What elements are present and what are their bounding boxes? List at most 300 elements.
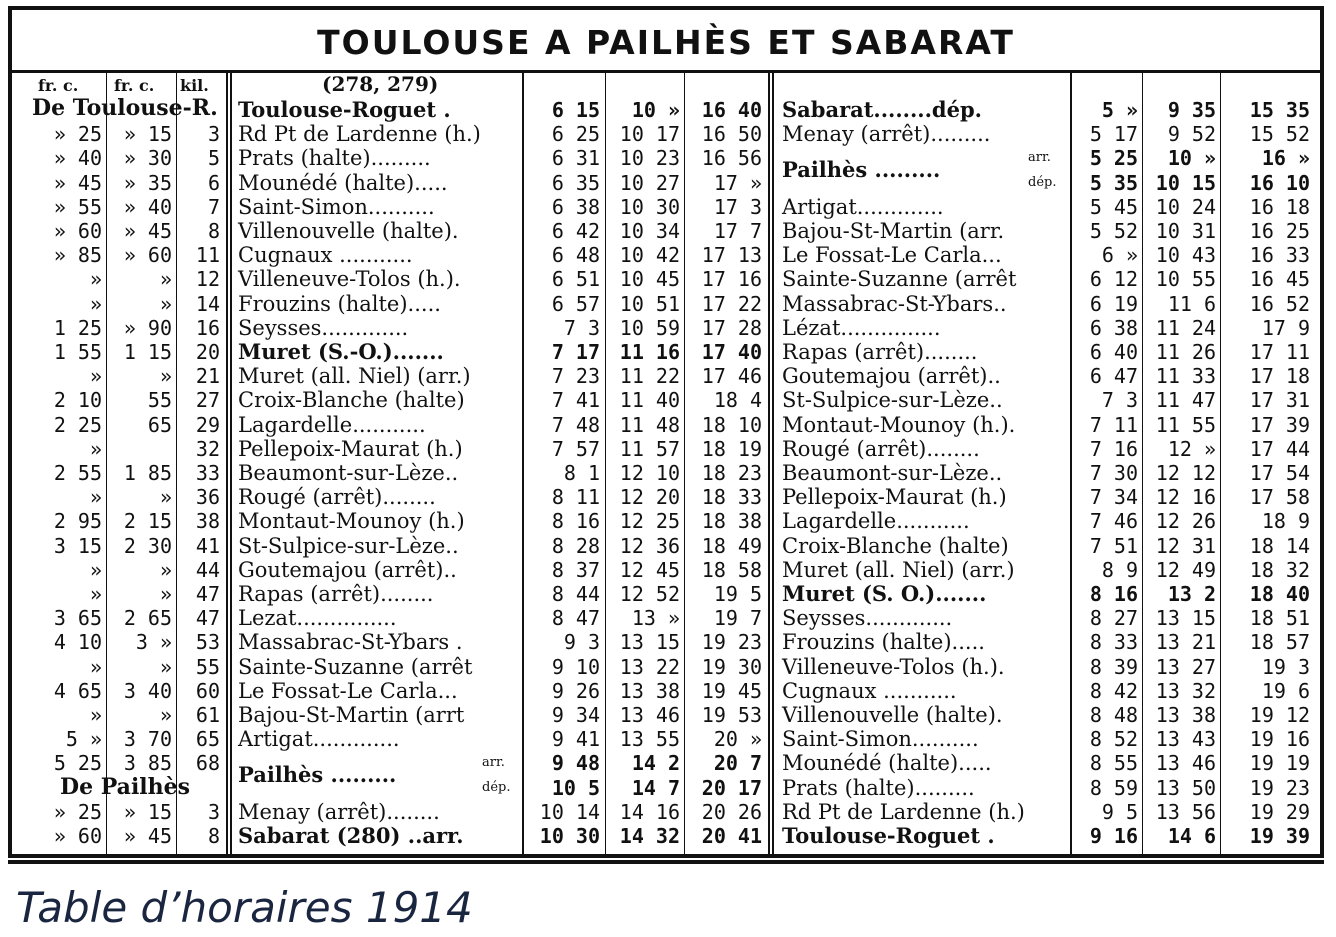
fare-1: 1 55 (53, 340, 102, 364)
arrival-label: arr. (1028, 150, 1051, 166)
return-time: 9 5 (1101, 799, 1138, 824)
fare-2: » (159, 364, 172, 389)
station-name: Croix-Blanche (halte) (782, 533, 1009, 558)
station-name: Goutemajou (arrêt).. (238, 557, 457, 582)
departure-time: 18 49 (701, 533, 762, 558)
column-divider (1142, 73, 1143, 854)
return-time: 5 17 (1089, 122, 1138, 147)
distance-km: 16 (195, 315, 220, 340)
distance-km: 61 (195, 703, 220, 727)
departure-time: 9 41 (551, 727, 600, 752)
return-time: 17 31 (1249, 388, 1310, 413)
distance-km: 68 (195, 751, 220, 776)
return-time: 17 39 (1249, 412, 1310, 437)
station-name: Lezat............... (238, 606, 397, 631)
departure-time: 13 55 (619, 727, 680, 752)
station-name: Saint-Simon.......... (238, 194, 435, 219)
departure-label: dép. (1028, 174, 1057, 190)
return-time: 12 26 (1155, 509, 1216, 534)
fare-1: » 85 (53, 243, 102, 268)
return-time: 19 39 (1249, 824, 1310, 848)
fare-1: » (89, 364, 102, 389)
departure-time: 12 20 (619, 485, 680, 510)
departure-time: 20 » (713, 727, 762, 752)
title-rule (12, 70, 1320, 73)
return-time: 17 44 (1249, 436, 1310, 461)
return-time: 7 16 (1089, 436, 1138, 461)
return-time: 10 » (1167, 146, 1216, 171)
departure-time: 14 16 (619, 799, 680, 824)
return-time: 14 6 (1167, 824, 1216, 848)
fare-1: » (89, 557, 102, 582)
departure-time: 10 23 (619, 146, 680, 171)
fare-1: 3 15 (53, 533, 102, 558)
return-time: 15 52 (1249, 122, 1310, 147)
return-time: 18 9 (1261, 509, 1310, 534)
station-name: Le Fossat-Le Carla... (238, 678, 458, 703)
departure-time: 12 10 (619, 461, 680, 485)
return-time: 6 47 (1089, 364, 1138, 389)
departure-time: 18 38 (701, 509, 762, 534)
return-time: 18 14 (1249, 533, 1310, 558)
fare-1: 2 55 (53, 461, 102, 485)
fare-2: 1 85 (123, 461, 172, 485)
departure-time: 14 32 (619, 824, 680, 848)
return-time: 17 18 (1249, 364, 1310, 389)
station-name: Cugnaux ........... (238, 243, 413, 268)
return-time: 6 40 (1089, 340, 1138, 364)
station-name: Menay (arrêt)......... (782, 122, 991, 147)
station-name: Cugnaux ........... (782, 678, 957, 703)
departure-time: 19 53 (701, 703, 762, 727)
return-time: 7 11 (1089, 412, 1138, 437)
fare-1: » (89, 267, 102, 292)
departure-time: 17 13 (701, 243, 762, 268)
return-time: 13 27 (1155, 654, 1216, 679)
station-name: Pellepoix-Maurat (h.) (238, 436, 463, 461)
return-time: 10 15 (1155, 170, 1216, 195)
station-name: Rapas (arrêt)........ (782, 340, 978, 364)
station-name: Pellepoix-Maurat (h.) (782, 485, 1007, 510)
station-name: Lagardelle........... (238, 412, 426, 437)
station-name: Sabarat........dép. (782, 97, 982, 122)
return-time: 19 12 (1249, 703, 1310, 727)
departure-time: 6 25 (551, 122, 600, 147)
return-time: 13 2 (1167, 582, 1216, 606)
distance-km: 60 (195, 678, 220, 703)
station-name: Muret (all. Niel) (arr.) (782, 557, 1015, 582)
distance-km: 65 (195, 727, 220, 752)
departure-time: 18 23 (701, 461, 762, 485)
station-name: Massabrac-St-Ybars.. (782, 291, 1007, 316)
fare-1: » 60 (53, 824, 102, 848)
distance-km: 47 (195, 606, 220, 631)
station-name: Pailhès ......... (782, 157, 941, 183)
column-divider (106, 73, 107, 854)
fare-1: » 40 (53, 146, 102, 171)
distance-km: 7 (207, 194, 220, 219)
departure-time: 13 15 (619, 630, 680, 655)
station-name: Bajou-St-Martin (arr. (782, 219, 1005, 243)
departure-time: 10 30 (619, 194, 680, 219)
departure-time: 18 33 (701, 485, 762, 510)
departure-time: 11 22 (619, 364, 680, 389)
departure-time: 11 16 (619, 340, 680, 364)
departure-time: 6 51 (551, 267, 600, 292)
fare-2: » 90 (123, 315, 172, 340)
distance-km: 20 (195, 340, 220, 364)
fare-1: 2 10 (53, 388, 102, 413)
column-divider (605, 73, 606, 854)
departure-time: 6 31 (551, 146, 600, 171)
departure-time: 7 3 (563, 315, 600, 340)
station-name: Menay (arrêt)........ (238, 799, 440, 824)
return-time: 13 15 (1155, 606, 1216, 631)
return-time: 19 16 (1249, 727, 1310, 752)
arrival-label: arr. (482, 755, 505, 771)
departure-time: 8 1 (563, 461, 600, 485)
station-name: Frouzins (halte)..... (782, 630, 985, 655)
return-time: 17 11 (1249, 340, 1310, 364)
return-time: 6 38 (1089, 315, 1138, 340)
fare-header-2: fr. c. (114, 76, 155, 95)
return-time: 10 31 (1155, 219, 1216, 243)
departure-time: 10 30 (539, 824, 600, 848)
station-name: Prats (halte)......... (238, 146, 431, 171)
return-time: 5 45 (1089, 194, 1138, 219)
distance-km: 8 (207, 824, 220, 848)
departure-time: 6 35 (551, 170, 600, 195)
return-time: 17 58 (1249, 485, 1310, 510)
fare-2: » 60 (123, 243, 172, 268)
station-name: Frouzins (halte)..... (238, 291, 441, 316)
return-time: 9 52 (1167, 122, 1216, 147)
return-time: 13 38 (1155, 703, 1216, 727)
fare-2: » (159, 557, 172, 582)
fare-1: » (89, 582, 102, 606)
distance-km: 53 (195, 630, 220, 655)
station-name: Goutemajou (arrêt).. (782, 364, 1001, 389)
column-divider (1070, 73, 1072, 854)
return-time: 19 3 (1261, 654, 1310, 679)
fare-2: 1 15 (123, 340, 172, 364)
distance-km: 29 (195, 412, 220, 437)
fare-1: 4 10 (53, 630, 102, 655)
departure-time: 19 45 (701, 678, 762, 703)
distance-km: 47 (195, 582, 220, 606)
column-divider (176, 73, 177, 854)
departure-time: 17 40 (701, 340, 762, 364)
station-name: Massabrac-St-Ybars . (238, 630, 463, 655)
departure-time: 17 3 (713, 194, 762, 219)
return-time: 10 24 (1155, 194, 1216, 219)
station-name: Lézat............... (782, 315, 941, 340)
distance-km: 27 (195, 388, 220, 413)
return-time: 19 6 (1261, 678, 1310, 703)
station-name: Villeneuve-Tolos (h.). (782, 654, 1005, 679)
return-time: 13 56 (1155, 799, 1216, 824)
return-time: 8 52 (1089, 727, 1138, 752)
fare-1: » 25 (53, 122, 102, 147)
fare-2: » (159, 291, 172, 316)
departure-time: 18 10 (701, 412, 762, 437)
station-name: Villenouvelle (halte). (782, 703, 1003, 727)
return-time: 7 51 (1089, 533, 1138, 558)
station-name: Sainte-Suzanne (arrêt (238, 654, 473, 679)
departure-time: 8 28 (551, 533, 600, 558)
departure-time: 11 48 (619, 412, 680, 437)
departure-time: 12 45 (619, 557, 680, 582)
departure-time: 18 19 (701, 436, 762, 461)
return-time: 5 35 (1089, 170, 1138, 195)
departure-time: 20 26 (701, 799, 762, 824)
station-name: Lagardelle........... (782, 509, 970, 534)
fare-2: 2 30 (123, 533, 172, 558)
departure-time: 20 7 (713, 751, 762, 776)
station-name: Seysses............. (238, 315, 409, 340)
departure-time: 7 48 (551, 412, 600, 437)
return-time: 19 19 (1249, 751, 1310, 776)
fare-2: » (159, 485, 172, 510)
station-name: Beaumont-sur-Lèze.. (782, 461, 1003, 485)
return-time: 18 51 (1249, 606, 1310, 631)
return-time: 11 55 (1155, 412, 1216, 437)
return-time: 7 30 (1089, 461, 1138, 485)
fare-1: » (89, 654, 102, 679)
departure-time: 6 42 (551, 219, 600, 243)
fare-2: 2 65 (123, 606, 172, 631)
departure-time: 6 57 (551, 291, 600, 316)
departure-time: 17 46 (701, 364, 762, 389)
departure-time: 8 47 (551, 606, 600, 631)
departure-time: 10 42 (619, 243, 680, 268)
station-name: Montaut-Mounoy (h.) (238, 509, 465, 534)
station-name: Sainte-Suzanne (arrêt (782, 267, 1017, 292)
fare-2: 3 70 (123, 727, 172, 752)
return-time: 16 18 (1249, 194, 1310, 219)
return-time: 8 9 (1101, 557, 1138, 582)
return-time: 12 12 (1155, 461, 1216, 485)
return-time: 13 43 (1155, 727, 1216, 752)
departure-time: 20 41 (701, 824, 762, 848)
distance-km: 33 (195, 461, 220, 485)
return-time: 8 55 (1089, 751, 1138, 776)
departure-time: 12 52 (619, 582, 680, 606)
fare-2: » (159, 267, 172, 292)
departure-time: 11 40 (619, 388, 680, 413)
fare-2: » 30 (123, 146, 172, 171)
fare-1: 3 65 (53, 606, 102, 631)
fare-1: » 25 (53, 799, 102, 824)
departure-time: 9 48 (551, 751, 600, 776)
return-time: 7 3 (1101, 388, 1138, 413)
departure-time: 10 27 (619, 170, 680, 195)
caption: Table d’horaires 1914 (16, 883, 473, 932)
station-name: Muret (all. Niel) (arr.) (238, 364, 471, 389)
departure-time: 17 28 (701, 315, 762, 340)
reference-header: (278, 279) (322, 72, 439, 96)
departure-time: 20 17 (701, 775, 762, 800)
fare-2: » (159, 703, 172, 727)
departure-time: 13 » (631, 606, 680, 631)
departure-time: 10 59 (619, 315, 680, 340)
fare-2: 3 40 (123, 678, 172, 703)
km-header: kil. (180, 76, 209, 95)
departure-time: 9 10 (551, 654, 600, 679)
station-name: Bajou-St-Martin (arrt (238, 703, 465, 727)
fare-2: » 40 (123, 194, 172, 219)
column-divider (768, 73, 774, 854)
return-time: 8 42 (1089, 678, 1138, 703)
return-time: 10 55 (1155, 267, 1216, 292)
fare-1: » 55 (53, 194, 102, 219)
departure-time: 8 37 (551, 557, 600, 582)
return-time: 9 16 (1089, 824, 1138, 848)
fare-2: » 35 (123, 170, 172, 195)
return-time: 11 33 (1155, 364, 1216, 389)
return-time: 12 » (1167, 436, 1216, 461)
fare-2: » 45 (123, 824, 172, 848)
station-name: Mounédé (halte)..... (238, 170, 448, 195)
fare-2 (110, 437, 172, 461)
departure-time: 7 17 (551, 340, 600, 364)
return-time: 8 16 (1089, 582, 1138, 606)
return-time: 13 46 (1155, 751, 1216, 776)
fare-1: » (89, 291, 102, 316)
distance-km: 36 (195, 485, 220, 510)
departure-time: 8 44 (551, 582, 600, 606)
station-name: Saint-Simon.......... (782, 727, 979, 752)
station-name: Villenouvelle (halte). (238, 219, 459, 243)
return-time: 11 24 (1155, 315, 1216, 340)
station-name: Croix-Blanche (halte) (238, 388, 465, 413)
distance-km: 38 (195, 509, 220, 534)
station-name: Beaumont-sur-Lèze.. (238, 461, 459, 485)
distance-km: 11 (195, 243, 220, 268)
departure-time: 10 14 (539, 799, 600, 824)
fare-2: 3 » (135, 630, 172, 655)
departure-time: 16 50 (701, 122, 762, 147)
pailhes-origin-label: De Pailhès (60, 774, 191, 800)
station-name: Rd Pt de Lardenne (h.) (782, 799, 1025, 824)
station-name: Prats (halte)......... (782, 775, 975, 800)
fare-1: 2 95 (53, 509, 102, 534)
return-time: 16 45 (1249, 267, 1310, 292)
departure-time: 10 5 (551, 775, 600, 800)
return-time: 16 10 (1249, 170, 1310, 195)
departure-time: 16 56 (701, 146, 762, 171)
return-time: 5 » (1101, 98, 1138, 122)
station-name: Rapas (arrêt)........ (238, 582, 434, 606)
return-time: 17 9 (1261, 315, 1310, 340)
departure-time: 19 30 (701, 654, 762, 679)
return-time: 18 57 (1249, 630, 1310, 655)
timetable-frame (8, 6, 1324, 858)
return-time: 17 54 (1249, 461, 1310, 485)
departure-time: 12 25 (619, 509, 680, 534)
distance-km: 3 (207, 799, 220, 824)
fare-1: 4 65 (53, 678, 102, 703)
station-name: Rd Pt de Lardenne (h.) (238, 122, 481, 147)
station-name: Montaut-Mounoy (h.). (782, 412, 1016, 437)
departure-time: 17 16 (701, 267, 762, 292)
fare-2: » (159, 654, 172, 679)
return-time: 8 59 (1089, 775, 1138, 800)
departure-time: 19 7 (713, 606, 762, 631)
departure-time: 7 57 (551, 436, 600, 461)
fare-2: » 15 (123, 799, 172, 824)
distance-km: 21 (195, 364, 220, 389)
departure-time: 10 17 (619, 122, 680, 147)
departure-time: 6 38 (551, 194, 600, 219)
departure-time: 10 51 (619, 291, 680, 316)
fare-1: » 60 (53, 219, 102, 243)
departure-time: 7 23 (551, 364, 600, 389)
return-time: 8 33 (1089, 630, 1138, 655)
return-time: 11 47 (1155, 388, 1216, 413)
return-time: 8 48 (1089, 703, 1138, 727)
fare-2: 2 15 (123, 509, 172, 534)
fare-header-1: fr. c. (38, 76, 79, 95)
departure-time: 19 23 (701, 630, 762, 655)
return-time: 13 21 (1155, 630, 1216, 655)
station-name: Toulouse-Roguet . (782, 823, 995, 848)
departure-time: 9 3 (563, 630, 600, 655)
return-time: 11 6 (1167, 291, 1216, 316)
departure-time: 13 38 (619, 678, 680, 703)
departure-label: dép. (482, 779, 511, 795)
departure-time: 9 26 (551, 678, 600, 703)
station-name: Muret (S. O.)....... (782, 581, 987, 606)
fare-2: 55 (147, 388, 172, 413)
departure-time: 11 57 (619, 436, 680, 461)
station-name: Rougé (arrêt)........ (782, 436, 980, 461)
return-time: 12 49 (1155, 557, 1216, 582)
origin-label: De Toulouse-R. (32, 95, 218, 121)
departure-time: 10 45 (619, 267, 680, 292)
departure-time: 17 » (713, 170, 762, 195)
distance-km: 14 (195, 291, 220, 316)
return-time: 12 16 (1155, 485, 1216, 510)
return-time: 9 35 (1167, 98, 1216, 122)
departure-time: 10 » (631, 98, 680, 122)
departure-time: 16 40 (701, 98, 762, 122)
fare-2: » 45 (123, 219, 172, 243)
fare-1: 5 25 (53, 751, 102, 776)
return-time: 7 34 (1089, 485, 1138, 510)
departure-time: 12 36 (619, 533, 680, 558)
fare-1: 5 » (65, 727, 102, 752)
return-time: 16 » (1261, 146, 1310, 171)
departure-time: 18 4 (713, 388, 762, 413)
return-time: 18 32 (1249, 557, 1310, 582)
return-time: 12 31 (1155, 533, 1216, 558)
departure-time: 13 22 (619, 654, 680, 679)
return-time: 5 52 (1089, 219, 1138, 243)
distance-km: 3 (207, 122, 220, 147)
distance-km: 8 (207, 219, 220, 243)
fare-2: » (159, 582, 172, 606)
return-time: 19 23 (1249, 775, 1310, 800)
return-time: 16 25 (1249, 219, 1310, 243)
fare-1: » 45 (53, 170, 102, 195)
return-time: 16 52 (1249, 291, 1310, 316)
fare-2: » 15 (123, 122, 172, 147)
distance-km: 5 (207, 146, 220, 171)
distance-km: 41 (195, 533, 220, 558)
departure-time: 8 16 (551, 509, 600, 534)
fare-2: 65 (147, 412, 172, 437)
